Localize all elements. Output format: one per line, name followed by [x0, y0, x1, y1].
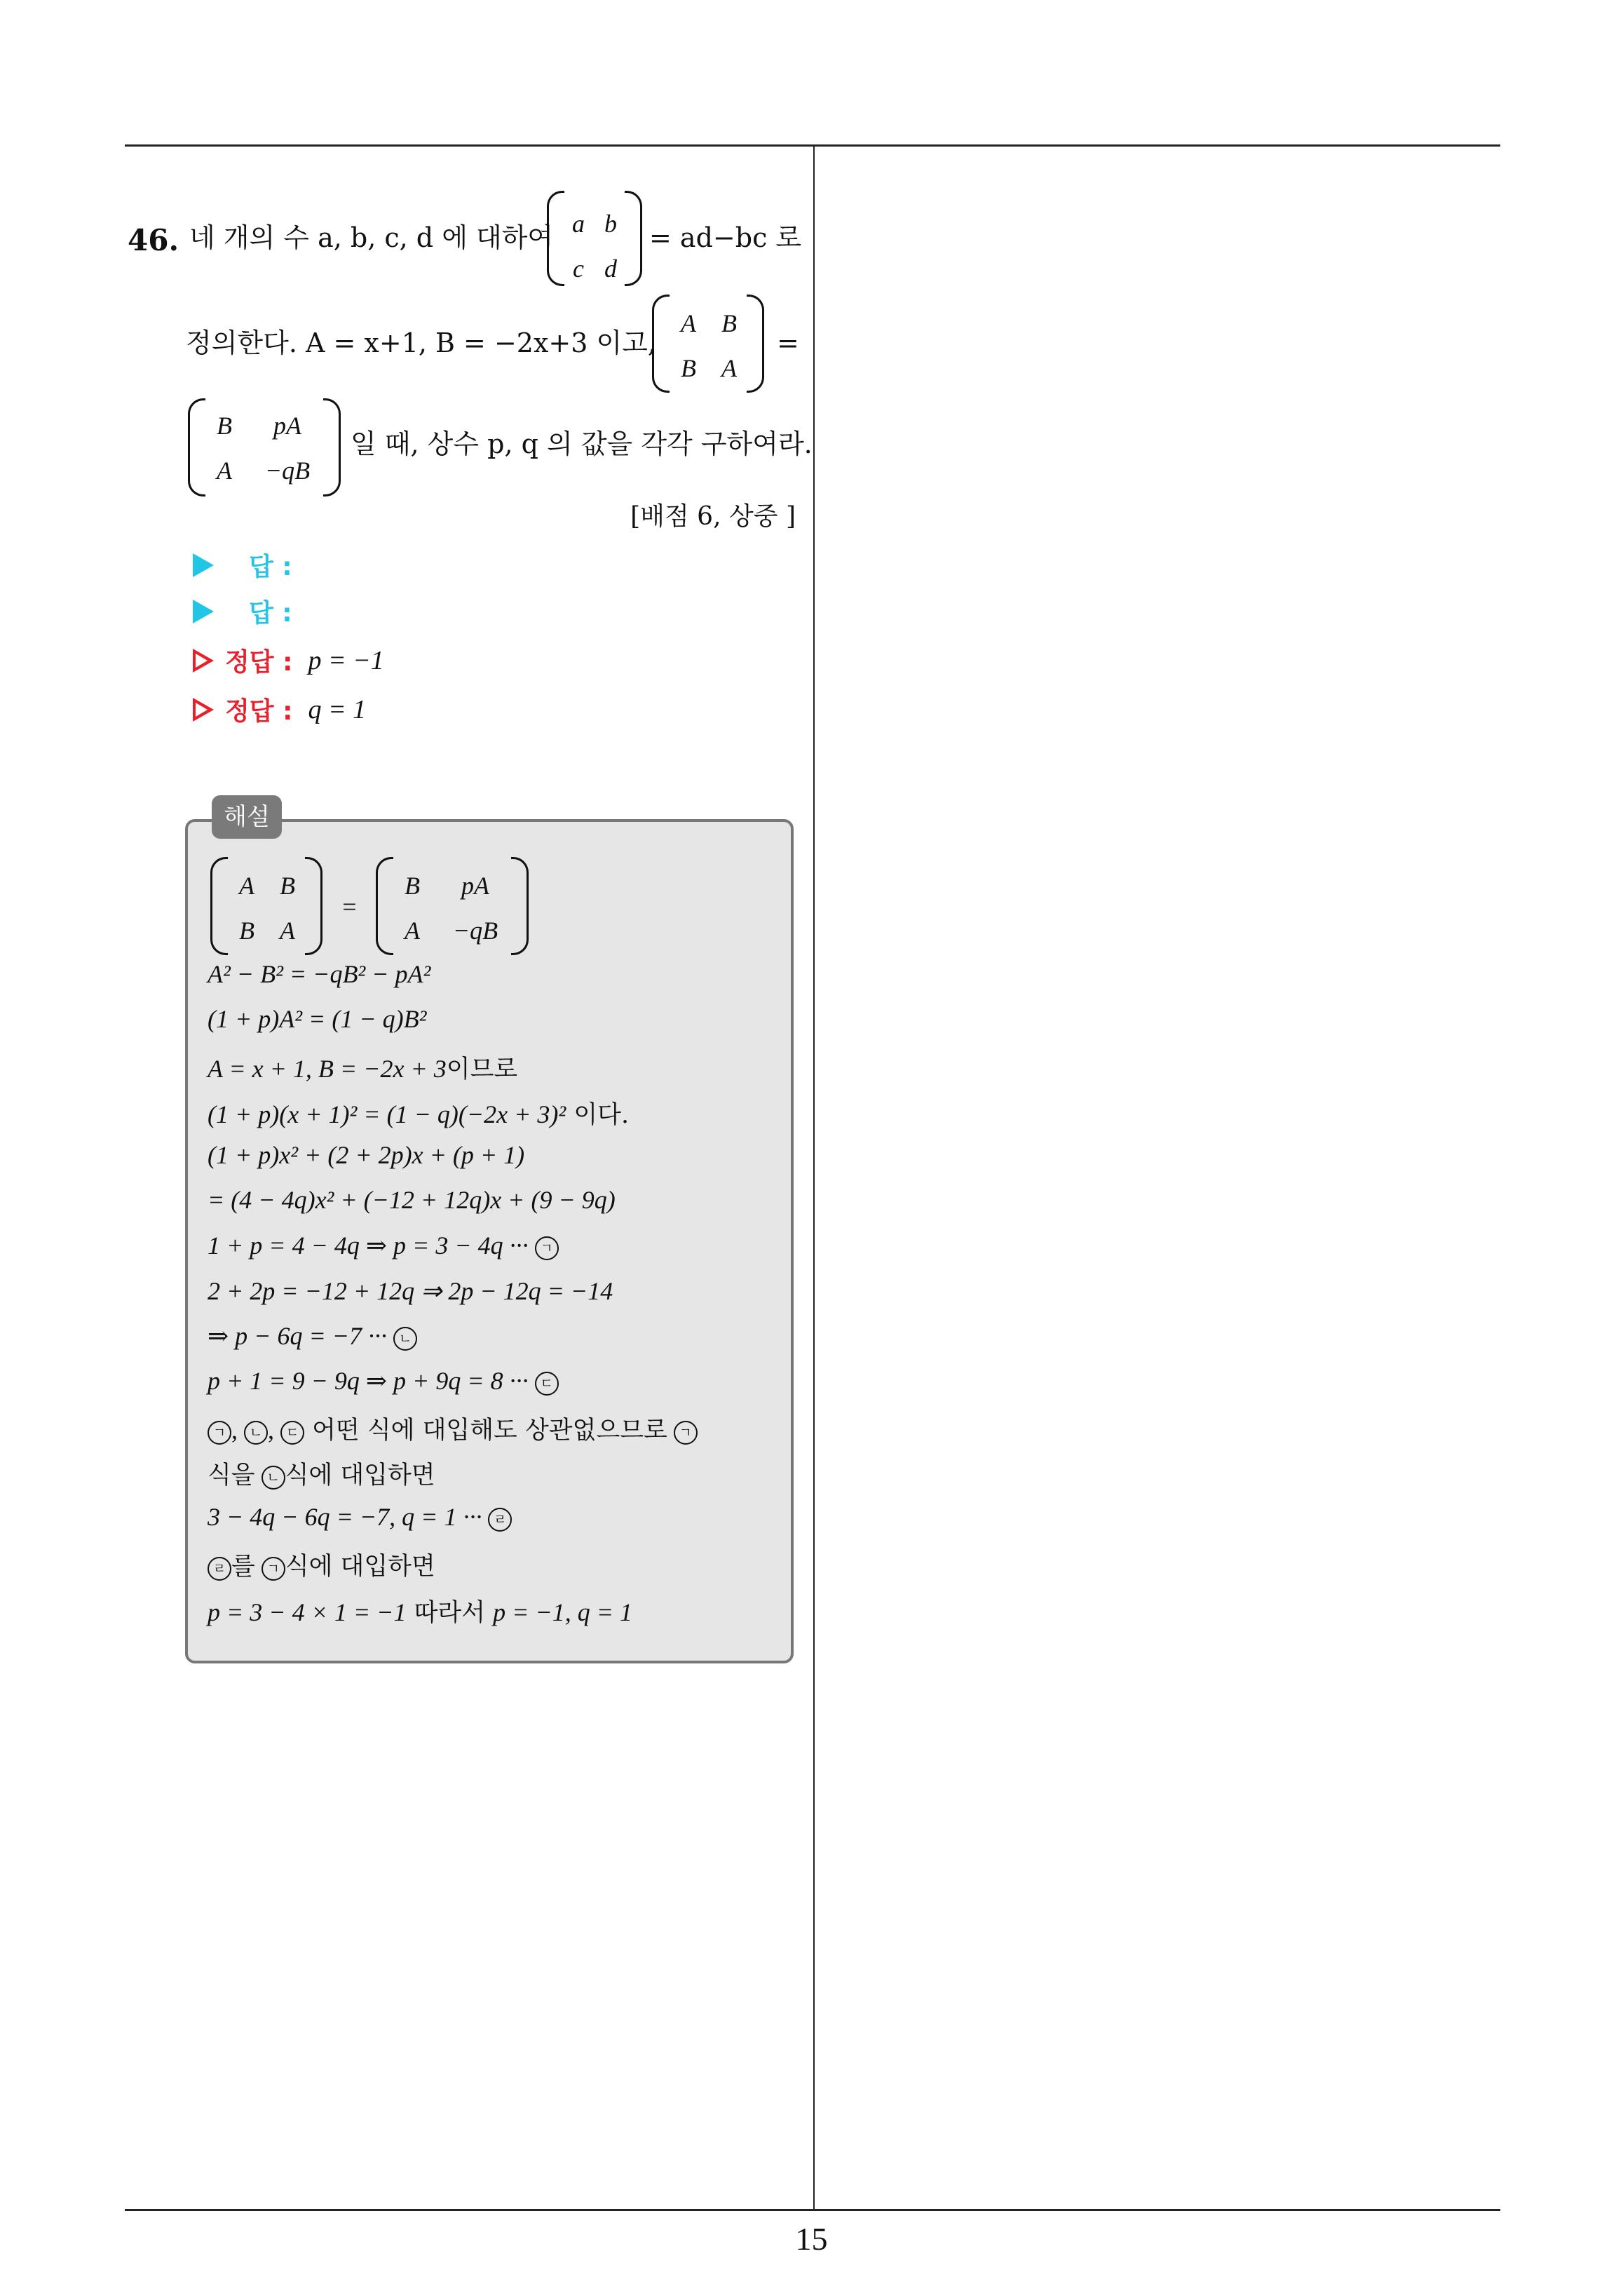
- problem-line-2-eq: =: [777, 327, 799, 358]
- matrix-cell: pA: [273, 412, 301, 440]
- circled-ㄹ-icon: ㄹ: [488, 1508, 512, 1532]
- triangle-icon: [193, 553, 214, 577]
- solution-line: (1 + p)(x + 1)² = (1 − q)(−2x + 3)² 이다.: [208, 1100, 630, 1129]
- solution-line: p = 3 − 4 × 1 = −1 따라서 p = −1, q = 1: [208, 1598, 633, 1627]
- solution-line: 1 + p = 4 − 4q ⇒ p = 3 − 4q ··· ㄱ: [208, 1231, 559, 1260]
- top-rule: [125, 144, 1500, 147]
- solution-line: ㄱ , ㄴ , ㄷ 어떤 식에 대입해도 상관없으므로 ㄱ: [208, 1411, 698, 1446]
- question-number: 46.: [128, 223, 179, 257]
- solution-eq-sign: =: [341, 893, 358, 921]
- solution-line: (1 + p)x² + (2 + 2p)x + (p + 1): [208, 1141, 525, 1169]
- matrix-BpA: [188, 398, 341, 497]
- matrix-cell: pA: [461, 872, 489, 900]
- matrix-cell: −qB: [452, 917, 498, 945]
- correct-value: p = −1: [308, 645, 384, 675]
- matrix-cell: B: [280, 872, 295, 900]
- matrix-AB: [652, 295, 764, 393]
- answer-blank-2: [193, 593, 292, 629]
- problem-line-2: 정의한다. A = x+1, B = −2x+3 이고,: [186, 327, 656, 358]
- matrix-cell: A: [280, 917, 295, 945]
- matrix-cell: d: [604, 255, 617, 283]
- correct-label: 정답 :: [225, 648, 293, 677]
- circled-ㄷ-icon: ㄷ: [535, 1372, 559, 1396]
- matrix-cell: A: [721, 354, 737, 382]
- matrix-cell: A: [217, 457, 232, 485]
- circled-ㄱ-icon: ㄱ: [535, 1236, 559, 1260]
- problem-line-1: 네 개의 수 a, b, c, d 에 대하여: [189, 222, 554, 253]
- circled-ㄴ-icon: ㄴ: [393, 1327, 417, 1351]
- circled-ㄴ-icon: ㄴ: [262, 1466, 285, 1490]
- circled-ㄴ-icon: ㄴ: [244, 1421, 268, 1445]
- matrix-cell: A: [681, 309, 696, 337]
- matrix-cell: c: [573, 255, 584, 283]
- circled-ㄱ-icon: ㄱ: [262, 1557, 285, 1581]
- circled-ㄱ-icon: ㄱ: [208, 1421, 231, 1445]
- bottom-rule: [125, 2209, 1500, 2211]
- matrix-cell: A: [405, 917, 420, 945]
- solution-matrix-left: [210, 857, 322, 955]
- matrix-cell: −qB: [264, 457, 311, 485]
- matrix-cell: B: [721, 309, 737, 337]
- circled-ㄷ-icon: ㄷ: [280, 1421, 304, 1445]
- page-number: 15: [795, 2221, 828, 2257]
- correct-label: 정답 :: [225, 697, 293, 726]
- answer-blank-1: [193, 547, 292, 583]
- solution-title: 해설: [212, 795, 282, 839]
- solution-line: 2 + 2p = −12 + 12q ⇒ 2p − 12q = −14: [208, 1277, 613, 1305]
- circled-ㄱ-icon: ㄱ: [674, 1421, 698, 1445]
- solution-line: (1 + p)A² = (1 − q)B²: [208, 1005, 427, 1033]
- triangle-outline-icon: [193, 649, 214, 673]
- solution-line: 3 − 4q − 6q = −7, q = 1 ··· ㄹ: [208, 1502, 512, 1532]
- answer-label: 답 :: [249, 553, 292, 581]
- solution-line: ⇒ p − 6q = −7 ··· ㄴ: [208, 1321, 417, 1351]
- matrix-cell: a: [572, 210, 585, 238]
- solution-line: A = x + 1, B = −2x + 3이므로: [208, 1055, 518, 1083]
- solution-matrix-right: [376, 857, 529, 955]
- solution-line: p + 1 = 9 − 9q ⇒ p + 9q = 8 ··· ㄷ: [208, 1366, 559, 1396]
- score-label: [배점 6, 상중 ]: [630, 502, 796, 531]
- problem-line-1-rhs: = ad−bc 로: [649, 222, 802, 253]
- matrix-cell: A: [239, 872, 254, 900]
- solution-line: ㄹ 를 ㄱ 식에 대입하면: [208, 1547, 435, 1582]
- correct-answer-1: [193, 642, 384, 678]
- matrix-abcd: [547, 191, 642, 286]
- circled-ㄹ-icon: ㄹ: [208, 1557, 231, 1581]
- correct-value: q = 1: [308, 694, 367, 724]
- answer-label: 답 :: [249, 599, 292, 628]
- matrix-cell: B: [681, 354, 696, 382]
- matrix-cell: B: [239, 917, 254, 945]
- matrix-cell: B: [217, 412, 232, 440]
- triangle-outline-icon: [193, 698, 214, 722]
- matrix-cell: b: [604, 210, 617, 238]
- solution-line: = (4 − 4q)x² + (−12 + 12q)x + (9 − 9q): [208, 1186, 616, 1214]
- matrix-cell: B: [405, 872, 420, 900]
- problem-line-3: 일 때, 상수 p, q 의 값을 각각 구하여라.: [351, 428, 813, 459]
- triangle-icon: [193, 600, 214, 623]
- solution-line: A² − B² = −qB² − pA²: [208, 960, 431, 988]
- column-divider: [813, 144, 815, 2210]
- correct-answer-2: [193, 691, 366, 727]
- solution-line: 식을 ㄴ 식에 대입하면: [208, 1461, 435, 1490]
